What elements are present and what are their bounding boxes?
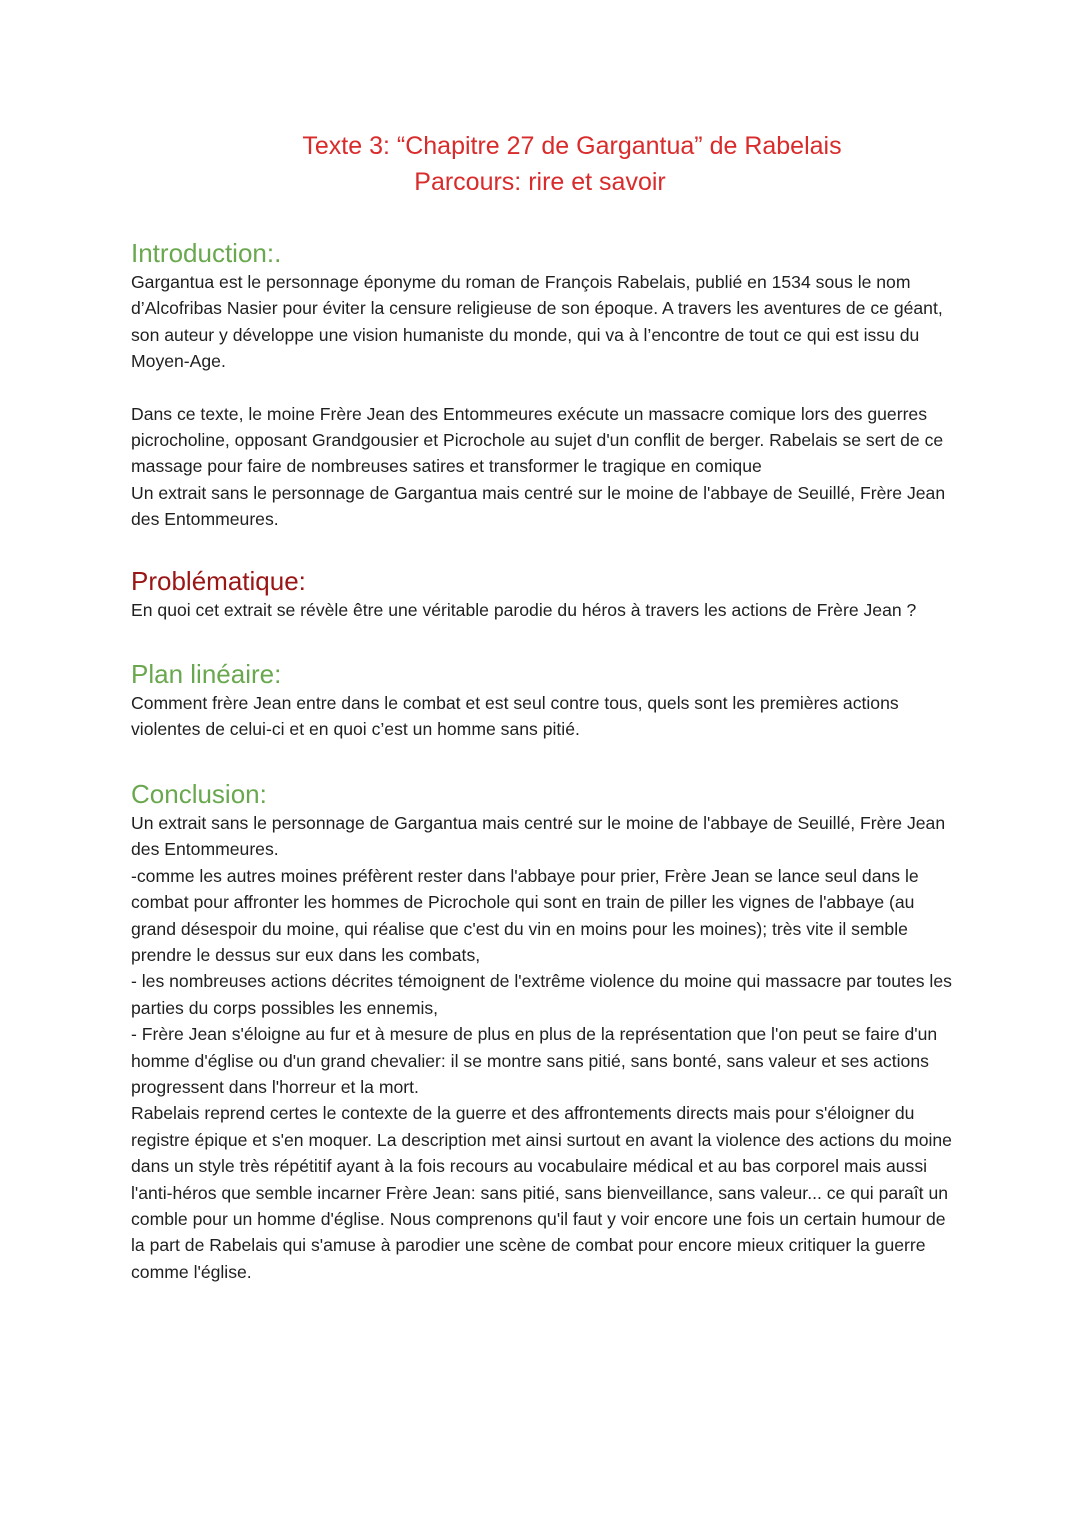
paragraph-spacer [131,375,961,401]
plan-section [131,657,961,743]
introduction-paragraph-2: Dans ce texte, le moine Frère Jean des Entommeures exécute un massacre comique lors des guerres picrocholine, opposant Grandgousier et Picrochole au sujet d'un conflit de berger. Rabelais se sert de ce massage pour faire de nombreuses satires et transformer le tragique en comique [131,403,944,477]
conclusion-paragraph-4: - Frère Jean s'éloigne au fur et à mesure de plus en plus de la représentation que l'on peut se faire d'un homme d'église ou d'un grand chevalier: il se montre sans pitié, sans bonté, sans valeur et ses actions progressent dans l'horreur et la mort. [131,1024,938,1097]
title-line-1: Texte 3: “Chapitre 27 de Gargantua” de Rabelais [302,132,842,160]
section-spacer [131,623,961,657]
conclusion-heading: Conclusion: [131,778,267,809]
conclusion-paragraph-3: - les nombreuses actions décrites témoignent de l'extrême violence du moine qui massacre par toutes les parties du corps possibles les ennemis, [131,971,952,1018]
conclusion-section [131,777,961,1285]
section-spacer [131,743,961,777]
conclusion-paragraph-5: Rabelais reprend certes le contexte de la guerre et des affrontements directs mais pour s'éloigner du registre épique et s'en moquer. La description met ainsi surtout en avant la violence des actions du moine dans un style très répétitif ayant à la fois recours au vocabulaire médical et au bas corporel mais aussi l'anti-héros que semble incarner Frère Jean: sans pitié, sans bienveillance, sans valeur... ce qui paraît un comble pour un homme d'église. Nous comprenons qu'il faut y voir encore une fois un certain humour de la part de Rabelais qui s'amuse à parodier une scène de combat pour encore mieux critiquer la guerre comme l'église. [131,1103,952,1282]
introduction-section [131,236,961,533]
conclusion-paragraph-2: -comme les autres moines préfèrent rester dans l'abbaye pour prier, Frère Jean se lance seul dans le combat pour affronter les hommes de Picrochole qui sont en train de piller les vignes de l'abbaye (au grand désespoir du moine, qui réalise que c'est du vin en moins pour les moines); très vite il semble prendre le dessus sur eux dans les combats, [131,865,919,965]
introduction-heading: Introduction:. [131,238,282,268]
title-line-2: Parcours: rire et savoir [414,168,666,196]
plan-paragraph: Comment frère Jean entre dans le combat et est seul contre tous, quels sont les premières actions violentes de celui-ci et en quoi c’est un homme sans pitié. [131,693,899,740]
problematique-section [131,564,961,623]
section-spacer [131,533,961,564]
document-title [0,128,1080,200]
conclusion-paragraph-1: Un extrait sans le personnage de Gargantua mais centré sur le moine de l'abbaye de Seuillé, Frère Jean des Entommeures. [131,812,946,860]
problematique-heading: Problématique: [131,565,306,596]
document-body [131,236,961,1285]
introduction-paragraph-3: Un extrait sans le personnage de Gargantua mais centré sur le moine de l'abbaye de Seuillé, Frère Jean des Entommeures. [131,482,946,530]
introduction-paragraph-1: Gargantua est le personnage éponyme du roman de François Rabelais, publié en 1534 sous le nom d’Alcofribas Nasier pour éviter la censure religieuse de son époque. A travers les aventures de ce géant, son auteur y développe une vision humaniste du monde, qui va à l’encontre de tout ce qui est issu du Moyen-Age. [131,272,943,372]
plan-heading: Plan linéaire: [131,659,282,690]
problematique-paragraph: En quoi cet extrait se révèle être une véritable parodie du héros à travers les actions de Frère Jean ? [131,599,917,620]
